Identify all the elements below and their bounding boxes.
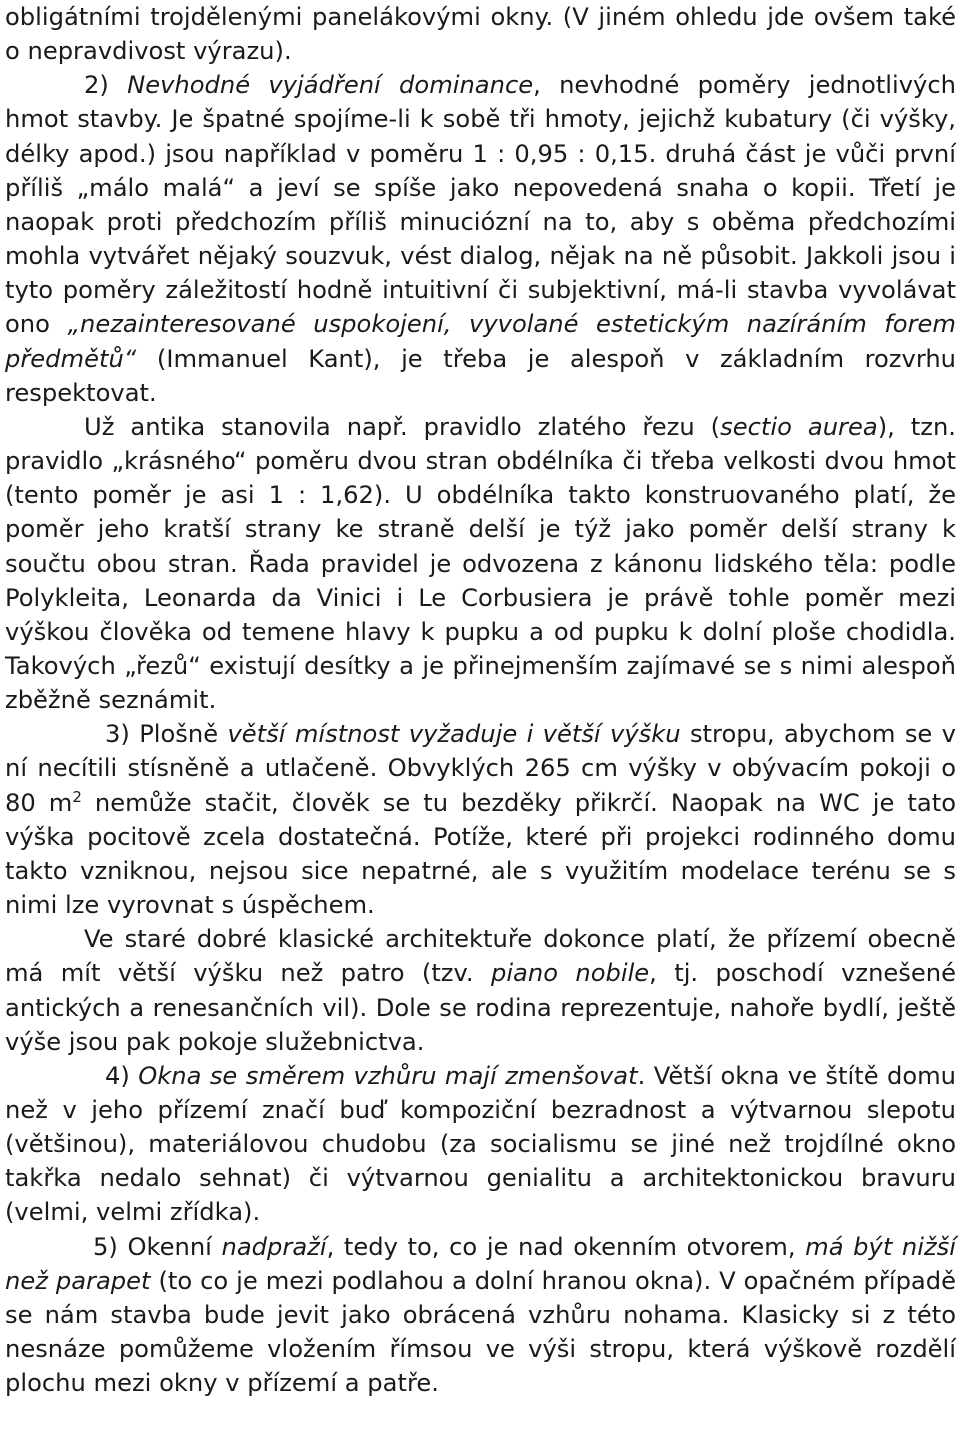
paragraph-point-4: [5, 1059, 956, 1230]
text-run: 5) Okenní: [93, 1232, 222, 1261]
text-run: ), tzn. pravidlo „krásného“ poměru dvou stran obdélníka či třeba velkosti dvou hmot (tento poměr je asi 1 : 1,62). U obdélníka takto konstruovaného platí, že poměr jeho kratší strany ke straně delší je týž jako poměr delší strany k součtu obou stran. Řada pravidel je odvozena z kánonu lidského těla: podle Polykleita, Leonarda da Vinici i Le Corbusiera je právě tohle poměr mezi výškou člověka od temene hlavy k pupku a od pupku k dolní ploše chodidla. Takových „řezů“ existují desítky a je přinejmenším zajímavé se s nimi alespoň zběžně seznámit.: [5, 412, 956, 715]
text-run: 3) Plošně: [105, 720, 228, 749]
italic-run: sectio aurea: [720, 412, 878, 441]
paragraph-point-2: [5, 68, 956, 410]
italic-run: Okna se směrem vzhůru mají zmenšovat: [138, 1061, 638, 1090]
paragraph-golden-ratio: [5, 410, 956, 717]
italic-run: Nevhodné vyjádření dominance: [127, 71, 534, 100]
italic-run: má být nižší než parapet: [5, 1232, 956, 1295]
paragraph-intro: [5, 0, 956, 68]
text-run: , tedy to, co je nad okenním otvorem,: [326, 1232, 806, 1261]
text-run: , tj. poschodí vznešené antických a renesančních vil). Dole se rodina reprezentuje, nahoře bydlí, ještě výše jsou pak pokoje služebnictva.: [5, 959, 956, 1056]
superscript-run: 2: [72, 787, 82, 806]
text-run: Už antika stanovila např. pravidlo zlatého řezu (: [84, 412, 721, 441]
italic-run: nadpraží: [221, 1232, 327, 1261]
text-run: 2): [84, 71, 128, 100]
text-run: . Větší okna ve štítě domu než v jeho přízemí značí buď kompoziční bezradnost a výtvarnou slepotu (většinou), materiálovou chudobu (za socialismu se jiné než trojdílné okno takřka nedalo sehnat) či výtvarnou genialitu a architektonickou bravuru (velmi, velmi zřídka).: [5, 1061, 957, 1227]
italic-run: „nezainteresované uspokojení, vyvolané estetickým nazíráním forem předmětů“: [5, 310, 956, 373]
text-run: obligátními trojdělenými panelákovými okny. (V jiném ohledu jde ovšem také o nepravdivost výrazu).: [5, 3, 956, 66]
paragraph-piano-nobile: [5, 922, 956, 1059]
text-run: (Immanuel Kant), je třeba je alespoň v základním rozvrhu respektovat.: [5, 344, 956, 407]
text-run: (to co je mezi podlahou a dolní hranou okna). V opačném případě se nám stavba bude jevit jako obrácená vzhůru nohama. Klasicky si z této nesnáze pomůžeme vložením římsou ve výši stropu, která výškově rozdělí plochu mezi okny v přízemí a patře.: [5, 1266, 956, 1398]
text-run: stropu, abychom se v ní necítili stísněně a utlačeně. Obvyklých 265 cm výšky v obývacím pokoji o 80 m: [5, 720, 956, 817]
paragraph-point-5: [5, 1230, 956, 1401]
paragraph-point-3: [5, 717, 956, 922]
text-run: , nevhodné poměry jednotlivých hmot stavby. Je špatné spojíme-li k sobě tři hmoty, jejichž kubatury (či výšky, délky apod.) jsou například v poměru 1 : 0,95 : 0,15. druhá část je vůči první příliš „málo malá“ a jeví se spíše jako nepovedená snaha o kopii. Třetí je naopak proti předchozím příliš minuciózní na to, aby s oběma předchozími mohla vytvářet nějaký souzvuk, vést dialog, nějak na ně působit. Jakkoli jsou i tyto poměry záležitostí hodně intuitivní či subjektivní, má-li stavba vyvolávat ono: [5, 71, 956, 339]
text-run: 4): [105, 1061, 139, 1090]
text-run: nemůže stačit, člověk se tu bezděky přikrčí. Naopak na WC je tato výška pocitově zcela dostatečná. Potíže, které při projekci rodinného domu takto vzniknou, nejsou sice nepatrné, ale s využitím modelace terénu se s nimi lze vyrovnat s úspěchem.: [5, 788, 956, 920]
text-run: Ve staré dobré klasické architektuře dokonce platí, že přízemí obecně má mít větší výšku než patro (tzv.: [5, 925, 956, 988]
italic-run: větší místnost vyžaduje i větší výšku: [227, 720, 681, 749]
italic-run: piano nobile: [490, 959, 650, 988]
document-page: [5, 0, 956, 1400]
